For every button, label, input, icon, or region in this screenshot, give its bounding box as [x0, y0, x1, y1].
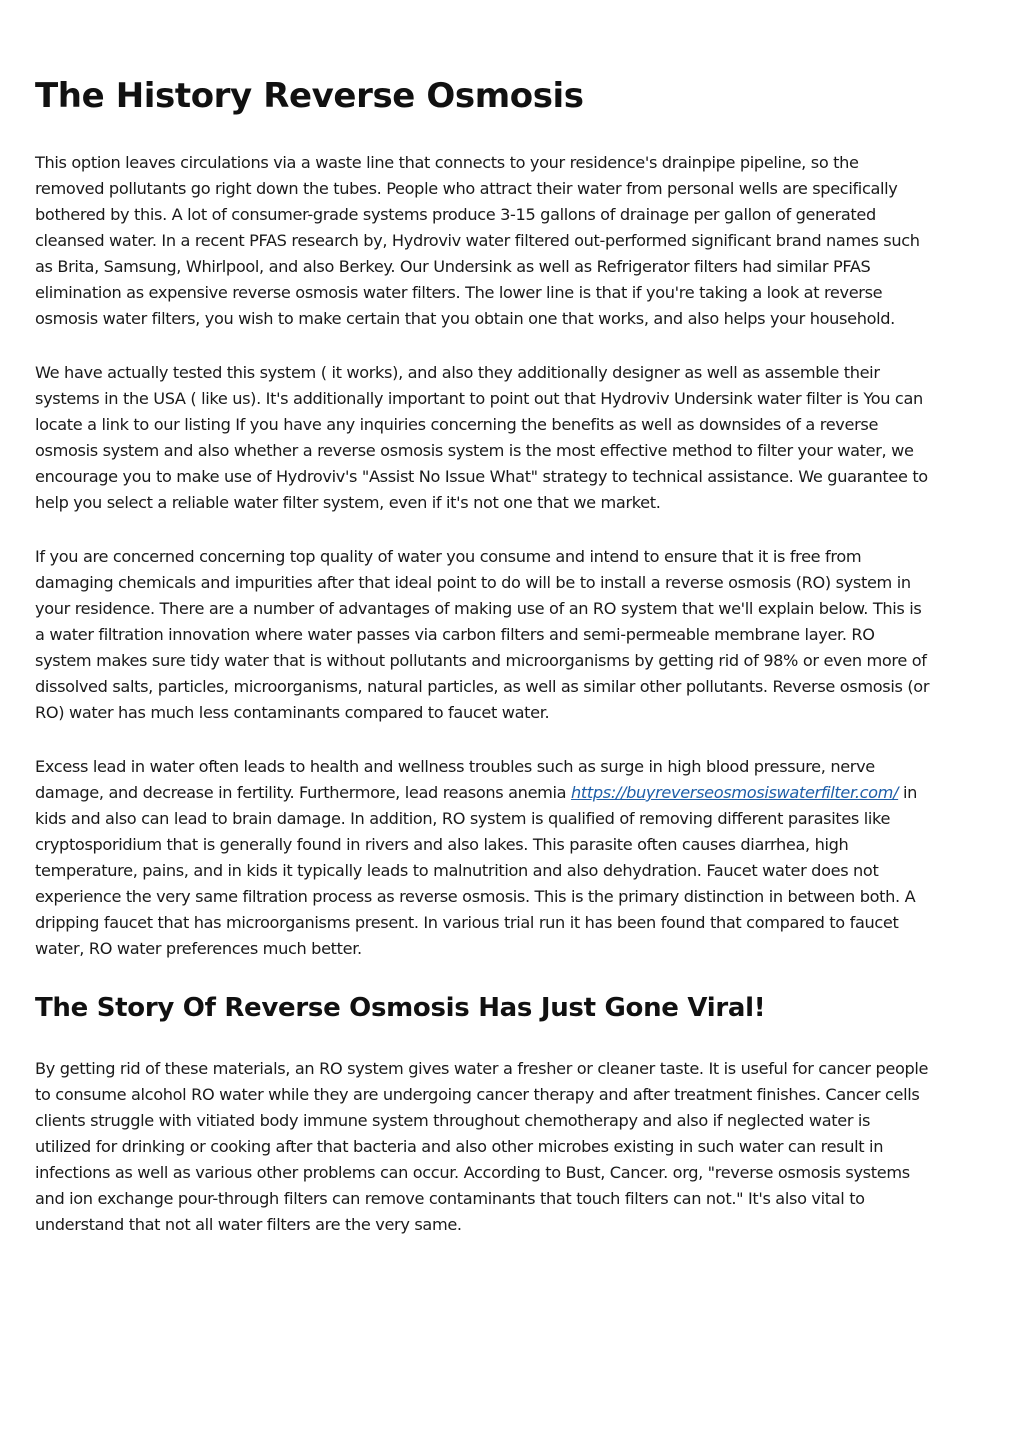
paragraph-line: as Brita, Samsung, Whirlpool, and also Berkey. Our Undersink as well as Refrigerator filters had similar PFAS	[35, 257, 871, 276]
paragraph-line: cleansed water. In a recent PFAS research by, Hydroviv water filtered out-performed significant brand names such	[35, 231, 920, 250]
paragraph-line: RO) water has much less contaminants compared to faucet water.	[35, 703, 550, 722]
paragraph-line: infections as well as various other problems can occur. According to Bust, Cancer. org, "reverse osmosis systems	[35, 1163, 910, 1182]
paragraph-line: systems in the USA ( like us). It's additionally important to point out that Hydroviv Undersink water filter is You can	[35, 389, 923, 408]
paragraph-line: This option leaves circulations via a waste line that connects to your residence's drainpipe pipeline, so the	[35, 153, 859, 172]
paragraph-line: temperature, pains, and in kids it typically leads to malnutrition and also dehydration. Faucet water does not	[35, 861, 879, 880]
paragraph-line: experience the very same filtration process as reverse osmosis. This is the primary distinction in between both. A	[35, 887, 916, 906]
paragraph-line: osmosis system and also whether a reverse osmosis system is the most effective method to filter your water, we	[35, 441, 914, 460]
paragraph-4	[35, 754, 995, 962]
paragraph-line: removed pollutants go right down the tubes. People who attract their water from personal wells are specifically	[35, 179, 898, 198]
buy-reverse-osmosis-link[interactable]: https://buyreverseosmosiswaterfilter.com/	[571, 783, 899, 802]
paragraph-line: elimination as expensive reverse osmosis water filters. The lower line is that if you're taking a look at reverse	[35, 283, 883, 302]
paragraph-line: help you select a reliable water filter system, even if it's not one that we market.	[35, 493, 661, 512]
paragraph-line: encourage you to make use of Hydroviv's "Assist No Issue What" strategy to technical assistance. We guarantee to	[35, 467, 928, 486]
paragraph-line: your residence. There are a number of advantages of making use of an RO system that we'll explain below. This is	[35, 599, 922, 618]
paragraph-line: locate a link to our listing If you have any inquiries concerning the benefits as well as downsides of a reverse	[35, 415, 879, 434]
paragraph-line: We have actually tested this system ( it works), and also they additionally designer as well as assemble their	[35, 363, 880, 382]
paragraph-line: to consume alcohol RO water while they are undergoing cancer therapy and after treatment finishes. Cancer cells	[35, 1085, 920, 1104]
paragraph-line: understand that not all water filters are the very same.	[35, 1215, 462, 1234]
paragraph-2	[35, 360, 995, 516]
paragraph-line: kids and also can lead to brain damage. In addition, RO system is qualified of removing different parasites like	[35, 809, 891, 828]
paragraph-line: a water filtration innovation where water passes via carbon filters and semi-permeable membrane layer. RO	[35, 625, 875, 644]
paragraph-1	[35, 150, 995, 332]
paragraph-3	[35, 544, 995, 726]
paragraph-line: dissolved salts, particles, microorganisms, natural particles, as well as similar other pollutants. Reverse osmosis (or	[35, 677, 930, 696]
paragraph-line: cryptosporidium that is generally found in rivers and also lakes. This parasite often causes diarrhea, high	[35, 835, 849, 854]
paragraph-line: Excess lead in water often leads to health and wellness troubles such as surge in high blood pressure, nerve	[35, 757, 875, 776]
paragraph-5	[35, 1056, 995, 1238]
paragraph-line: If you are concerned concerning top quality of water you consume and intend to ensure that it is free from	[35, 547, 862, 566]
link-trail-text: in	[898, 783, 917, 802]
page-title: The History Reverse Osmosis	[35, 76, 584, 116]
link-lead-text: damage, and decrease in fertility. Furthermore, lead reasons anemia	[35, 783, 572, 802]
paragraph-line: water, RO water preferences much better.	[35, 939, 362, 958]
section-heading: The Story Of Reverse Osmosis Has Just Gone Viral!	[35, 993, 766, 1023]
paragraph-line: osmosis water filters, you wish to make certain that you obtain one that works, and also helps your household.	[35, 309, 895, 328]
paragraph-line: dripping faucet that has microorganisms present. In various trial run it has been found that compared to faucet	[35, 913, 899, 932]
paragraph-line: By getting rid of these materials, an RO system gives water a fresher or cleaner taste. It is useful for cancer people	[35, 1059, 929, 1078]
paragraph-line: system makes sure tidy water that is without pollutants and microorganisms by getting rid of 98% or even more of	[35, 651, 927, 670]
paragraph-line: bothered by this. A lot of consumer-grade systems produce 3-15 gallons of drainage per gallon of generated	[35, 205, 876, 224]
paragraph-line-with-link	[35, 780, 993, 806]
paragraph-line: clients struggle with vitiated body immune system throughout chemotherapy and also if neglected water is	[35, 1111, 871, 1130]
paragraph-line: and ion exchange pour-through filters can remove contaminants that touch filters can not." It's also vital to	[35, 1189, 865, 1208]
paragraph-line: damaging chemicals and impurities after that ideal point to do will be to install a reverse osmosis (RO) system in	[35, 573, 911, 592]
paragraph-line: utilized for drinking or cooking after that bacteria and also other microbes existing in such water can result in	[35, 1137, 884, 1156]
